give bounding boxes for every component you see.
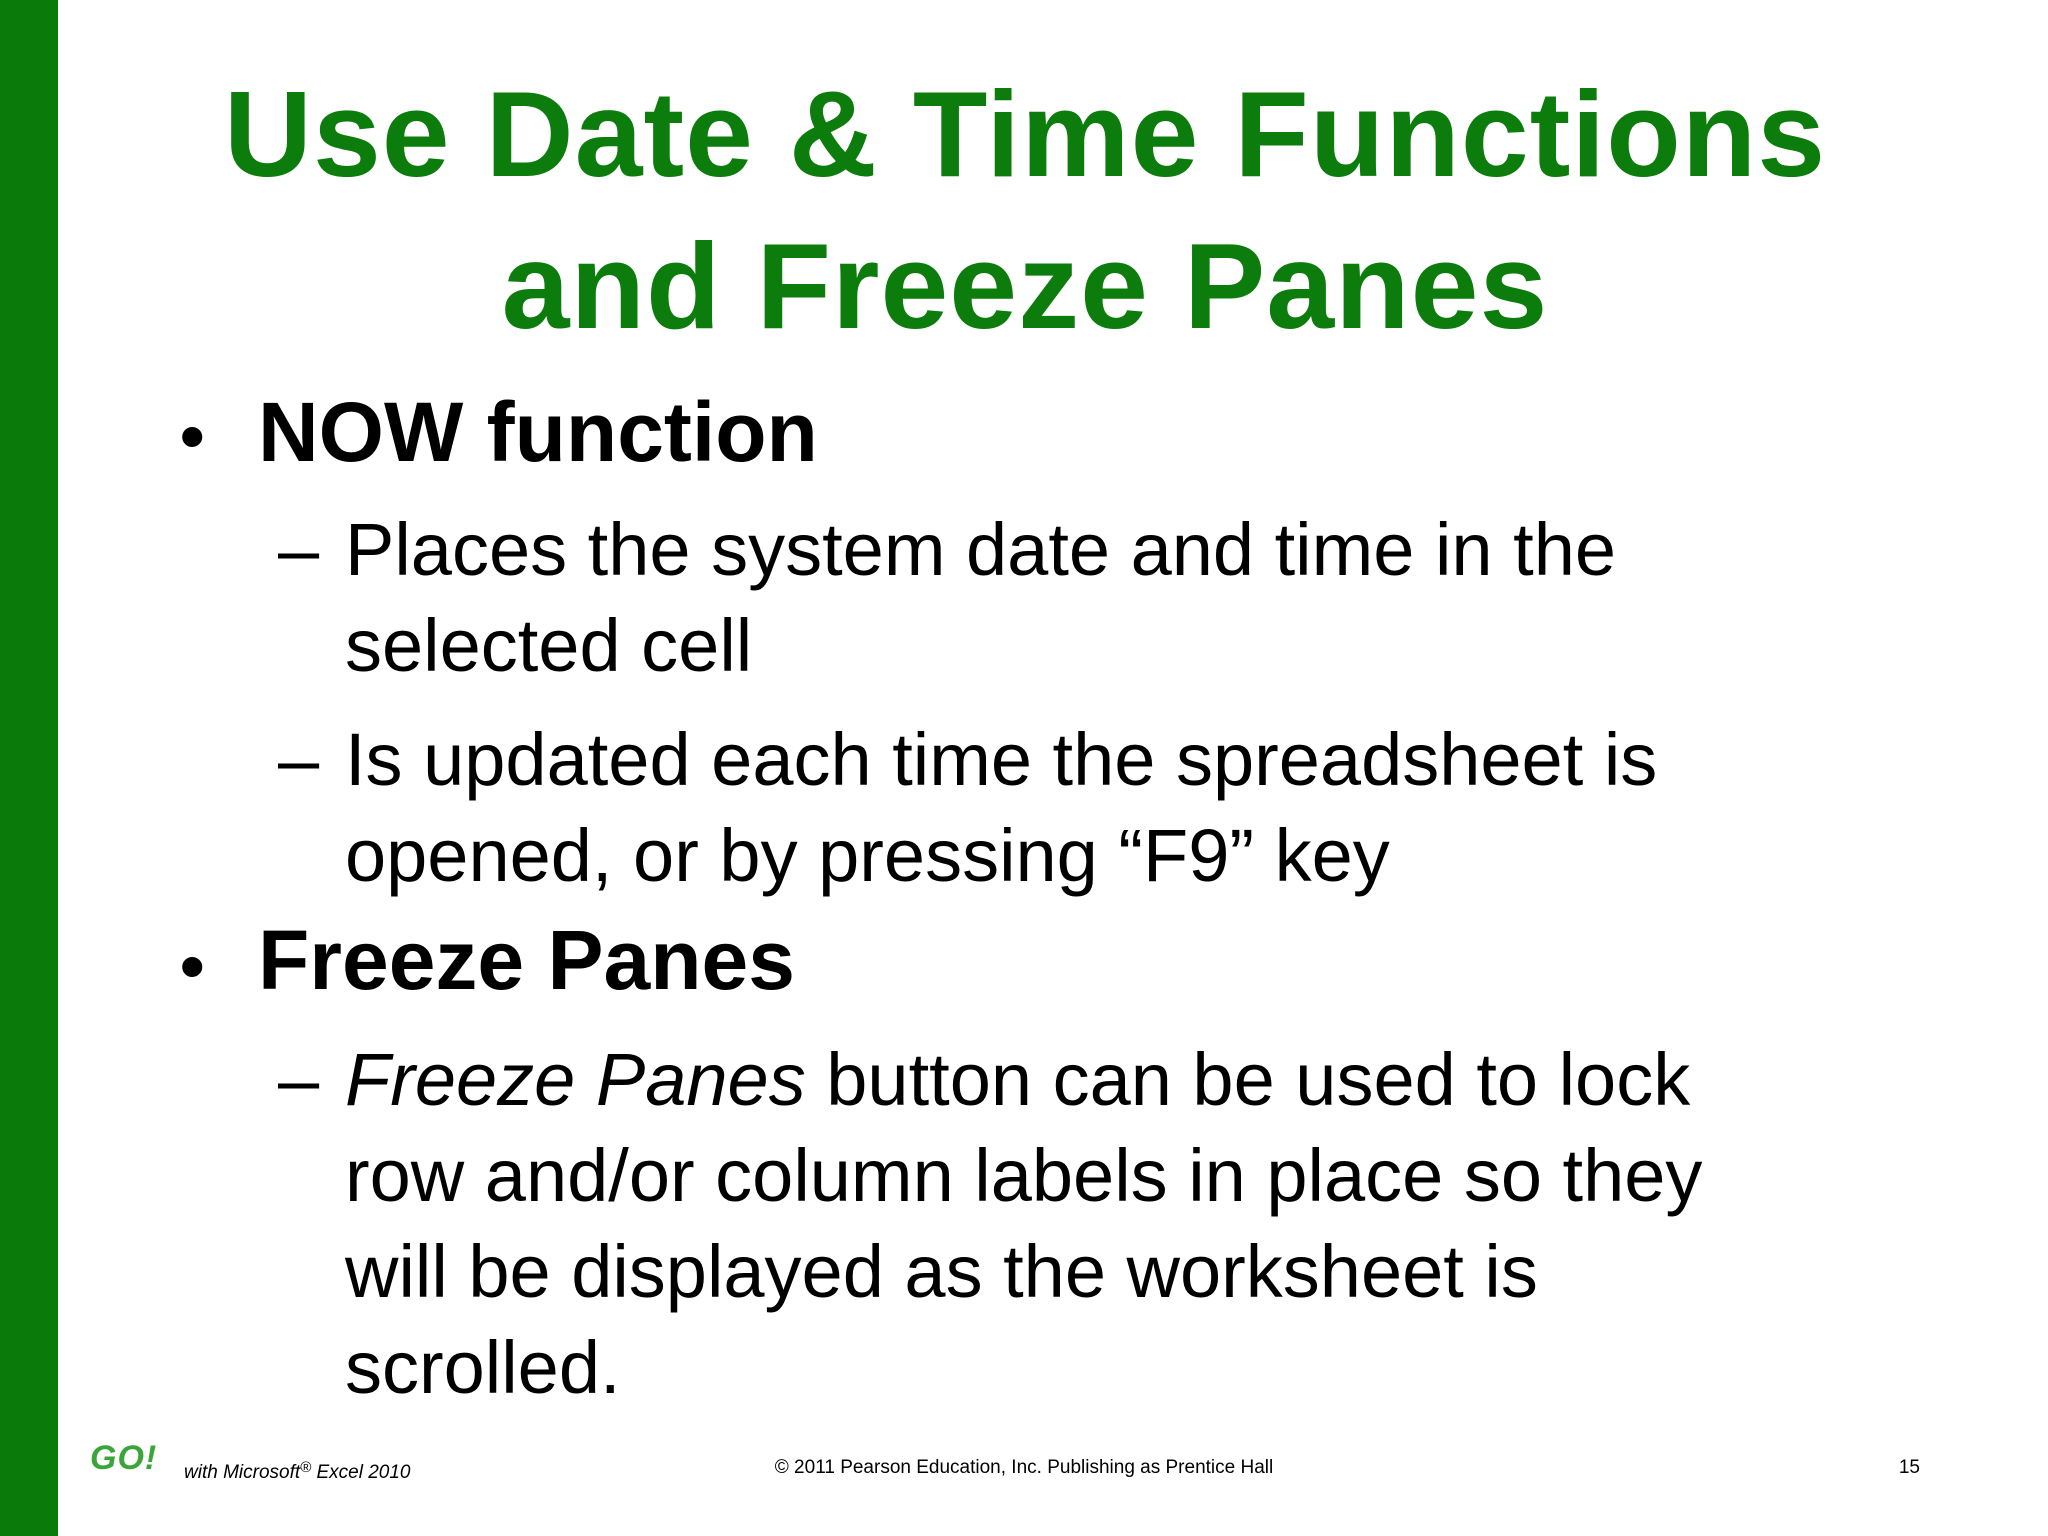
sub-bullet-line: opened, or by pressing “F9” key	[345, 814, 1390, 897]
sub-bullet-line	[345, 1032, 1905, 1128]
sub-bullet-line: row and/or column labels in place so they	[345, 1134, 1703, 1217]
sub-bullet-text	[345, 712, 1905, 904]
title-line-1: Use Date & Time Functions	[223, 66, 1827, 202]
page-number: 15	[1898, 1457, 1920, 1478]
sub-bullet-text	[345, 1032, 1905, 1416]
sub-bullet-line: scrolled.	[345, 1326, 621, 1409]
sub-bullet-marker: –	[278, 508, 320, 591]
sub-bullet-marker: –	[278, 1038, 320, 1121]
footer-product-post: Excel 2010	[311, 1462, 411, 1483]
sub-bullet-line: Places the system date and time in the	[345, 508, 1617, 591]
sub-bullet-text	[345, 502, 1905, 694]
footer-copyright	[0, 1448, 2048, 1488]
bullet-heading-now-function: NOW function	[258, 385, 818, 479]
italic-term: Freeze Panes	[345, 1038, 806, 1121]
sub-bullet-line: will be displayed as the worksheet is	[345, 1230, 1538, 1313]
bullet-marker: •	[180, 397, 205, 475]
sub-bullet-marker: –	[278, 718, 320, 801]
title-line-2: and Freeze Panes	[501, 218, 1549, 354]
sub-bullet-line: selected cell	[345, 604, 753, 687]
registered-mark: ®	[300, 1459, 312, 1476]
sub-bullet-line-rest: button can be used to lock	[805, 1038, 1691, 1121]
sub-bullet-line: Is updated each time the spreadsheet is	[345, 718, 1658, 801]
bullet-heading-freeze-panes: Freeze Panes	[258, 913, 795, 1007]
go-logo: GO!	[90, 1439, 158, 1477]
footer-product-pre: with Microsoft	[184, 1462, 301, 1483]
bullet-marker: •	[180, 927, 205, 1005]
copyright-text: © 2011 Pearson Education, Inc. Publishing as Prentice Hall	[774, 1457, 1274, 1478]
